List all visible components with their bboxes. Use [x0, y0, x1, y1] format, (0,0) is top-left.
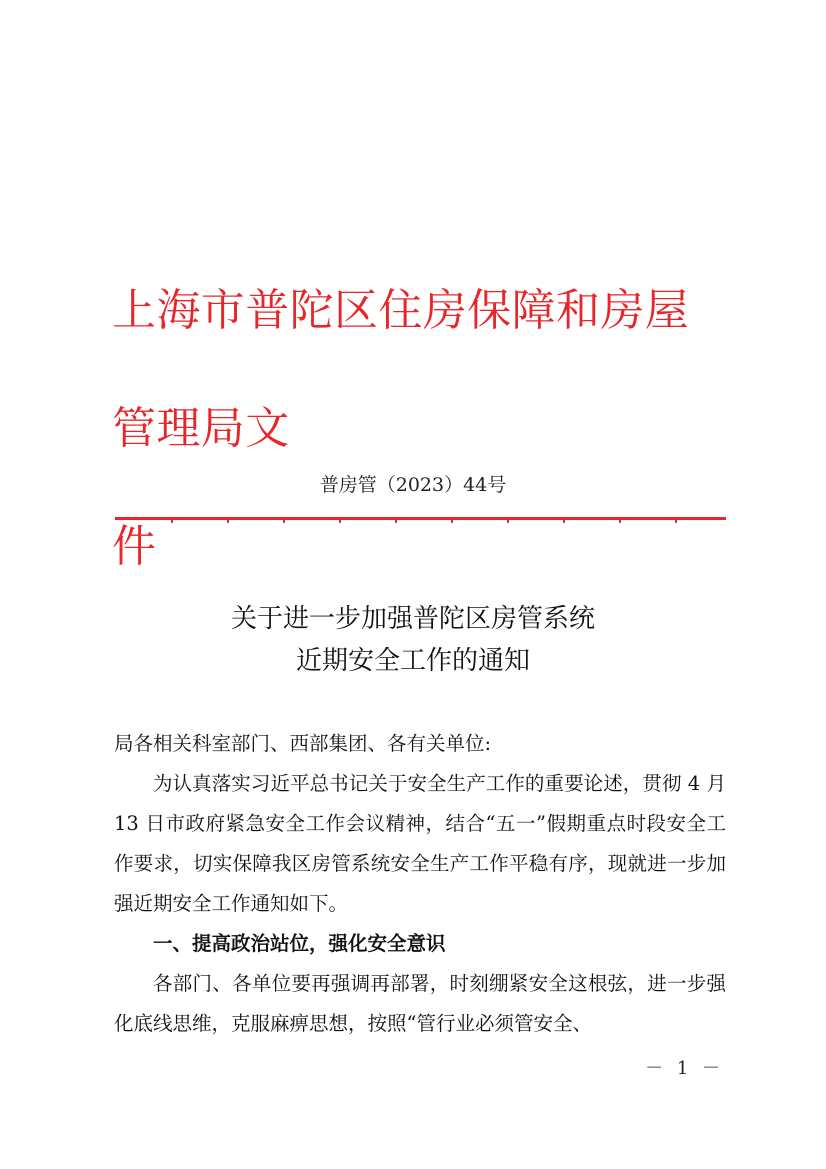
rule-tick — [171, 517, 173, 523]
rule-tick — [395, 517, 397, 523]
rule-tick — [339, 517, 341, 523]
red-header-rule — [115, 517, 726, 520]
section-heading-1: 一、提高政治站位，强化安全意识 — [153, 932, 446, 955]
issuer-header — [112, 252, 727, 606]
rule-tick — [675, 517, 677, 523]
document-body — [114, 724, 726, 1044]
rule-tick — [619, 517, 621, 523]
intro-paragraph: 为认真落实习近平总书记关于安全生产工作的重要论述，贯彻 4 月 13 日市政府紧急安全工作会议精神，结合“五一”假期重点时段安全工作要求，切实保障我区房管系统安全生产工作平稳有序，现就进一步加强近期安全工作通知如下。 — [114, 772, 726, 915]
document-title — [0, 598, 826, 682]
rule-tick — [507, 517, 509, 523]
document-number: 普房管（2023）44号 — [319, 474, 507, 496]
document-title-line1: 关于进一步加强普陀区房管系统 — [230, 604, 595, 634]
rule-tick — [451, 517, 453, 523]
section-paragraph-1: 各部门、各单位要再强调再部署，时刻绷紧安全这根弦，进一步强化底线思维，克服麻痹思想，按照“管行业必须管安全、 — [114, 972, 726, 1035]
salutation: 局各相关科室部门、西部集团、各有关单位: — [114, 732, 492, 755]
rule-tick — [227, 517, 229, 523]
document-title-line2: 近期安全工作的通知 — [295, 646, 530, 676]
issuer-header-line1: 上海市普陀区住房保障和房屋管理局文 — [112, 285, 690, 454]
rule-tick — [283, 517, 285, 523]
issuer-header-line2: 件 — [112, 521, 157, 572]
page-number: － 1 － — [645, 1058, 724, 1079]
rule-tick — [563, 517, 565, 523]
